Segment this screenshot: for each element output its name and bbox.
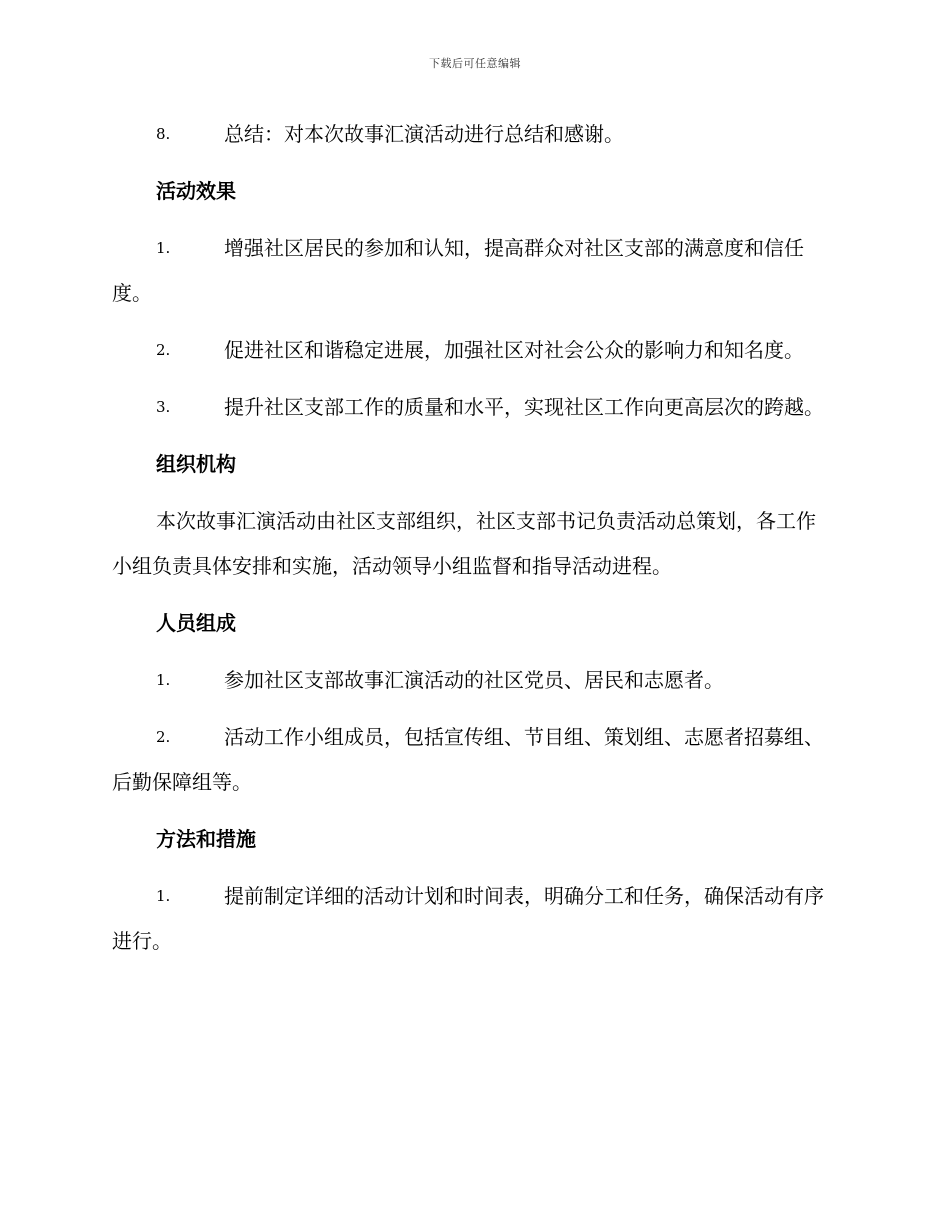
list-item	[112, 328, 834, 373]
list-text: 活动工作小组成员，包括宣传组、节目组、策划组、志愿者招募组、后勤保障组等。	[112, 725, 824, 794]
list-text: 增强社区居民的参加和认知，提高群众对社区支部的满意度和信任度。	[112, 236, 804, 305]
list-text: 参加社区支部故事汇演活动的社区党员、居民和志愿者。	[224, 668, 724, 692]
section-heading-org: 组织机构	[156, 452, 236, 476]
page-header: 下载后可任意编辑	[429, 57, 521, 70]
list-item	[112, 112, 834, 157]
list-text: 促进社区和谐稳定进展，加强社区对社会公众的影响力和知名度。	[224, 338, 804, 362]
list-item	[112, 385, 834, 430]
list-number: 3.	[156, 398, 171, 416]
list-number: 2.	[156, 341, 171, 359]
list-text: 提前制定详细的活动计划和时间表，明确分工和任务，确保活动有序进行。	[112, 884, 824, 953]
list-item	[112, 874, 834, 964]
list-number: 2.	[156, 728, 171, 746]
list-number: 8.	[156, 125, 171, 143]
section-heading-methods: 方法和措施	[156, 827, 256, 851]
list-number: 1.	[156, 887, 171, 905]
section-heading-effect: 活动效果	[156, 179, 236, 203]
org-paragraph: 本次故事汇演活动由社区支部组织，社区支部书记负责活动总策划，各工作小组负责具体安排和实施，活动领导小组监督和指导活动进程。	[112, 509, 816, 578]
list-number: 1.	[156, 239, 171, 257]
list-item	[112, 715, 834, 805]
list-item	[112, 226, 834, 316]
list-text: 总结：对本次故事汇演活动进行总结和感谢。	[224, 122, 624, 146]
document-body	[112, 112, 834, 976]
section-heading-staff: 人员组成	[156, 611, 236, 635]
list-text: 提升社区支部工作的质量和水平，实现社区工作向更高层次的跨越。	[224, 395, 824, 419]
list-item	[112, 658, 834, 703]
list-number: 1.	[156, 671, 171, 689]
